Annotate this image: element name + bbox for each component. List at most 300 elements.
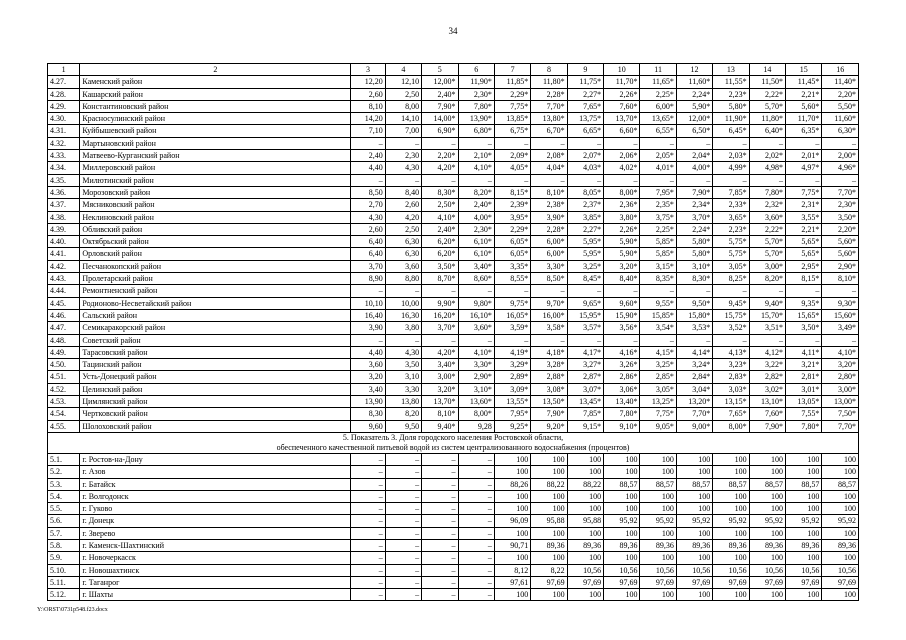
value-cell: 2,38*: [531, 199, 567, 211]
value-cell: 5,60*: [786, 100, 822, 112]
row-name: Семикаракорский район: [80, 322, 351, 334]
value-cell: –: [422, 285, 458, 297]
value-cell: 15,65*: [786, 309, 822, 321]
row-name: Сальский район: [80, 309, 351, 321]
row-number: 4.37.: [48, 199, 80, 211]
row-number: 4.31.: [48, 125, 80, 137]
value-cell: 10,56: [713, 564, 749, 576]
section-title: 5. Показатель 3. Доля городского населения Ростовской области,: [48, 432, 859, 443]
value-cell: 97,69: [531, 576, 567, 588]
value-cell: 3,40*: [422, 359, 458, 371]
row-number: 4.53.: [48, 396, 80, 408]
value-cell: –: [351, 576, 385, 588]
table-row: [48, 113, 859, 125]
value-cell: 4,30: [385, 162, 421, 174]
column-number: 7: [494, 64, 530, 76]
table-row: [48, 564, 859, 576]
value-cell: –: [713, 285, 749, 297]
row-name: Советский район: [80, 334, 351, 346]
value-cell: 2,28*: [531, 223, 567, 235]
table-row: [48, 490, 859, 502]
value-cell: 6,00*: [531, 248, 567, 260]
value-cell: –: [676, 137, 712, 149]
value-cell: 3,40*: [458, 260, 494, 272]
value-cell: 89,36: [604, 539, 640, 551]
value-cell: 10,56: [567, 564, 603, 576]
value-cell: 100: [531, 490, 567, 502]
value-cell: –: [822, 285, 859, 297]
value-cell: 3,00*: [422, 371, 458, 383]
row-number: 4.27.: [48, 76, 80, 88]
row-name: Константиновский район: [80, 100, 351, 112]
table-row: [48, 260, 859, 272]
value-cell: –: [604, 174, 640, 186]
value-cell: 10,56: [604, 564, 640, 576]
value-cell: 3,60: [385, 260, 421, 272]
value-cell: 5,85*: [640, 248, 676, 260]
value-cell: 2,81*: [786, 371, 822, 383]
value-cell: –: [385, 490, 421, 502]
value-cell: 100: [713, 589, 749, 601]
value-cell: 2,29*: [494, 223, 530, 235]
value-cell: 9,30*: [822, 297, 859, 309]
value-cell: 3,28*: [531, 359, 567, 371]
value-cell: 4,02*: [604, 162, 640, 174]
value-cell: 2,25*: [640, 88, 676, 100]
value-cell: 13,65*: [640, 113, 676, 125]
value-cell: 9,10*: [604, 420, 640, 432]
row-name: г. Гуково: [80, 503, 351, 515]
value-cell: 2,40*: [458, 199, 494, 211]
table-row: [48, 383, 859, 395]
value-cell: 13,70*: [422, 396, 458, 408]
value-cell: 11,40*: [822, 76, 859, 88]
value-cell: 2,70: [351, 199, 385, 211]
value-cell: 16,30: [385, 309, 421, 321]
row-name: Тарасовский район: [80, 346, 351, 358]
value-cell: –: [749, 137, 785, 149]
value-cell: –: [385, 137, 421, 149]
value-cell: 15,90*: [604, 309, 640, 321]
value-cell: –: [385, 515, 421, 527]
value-cell: 8,70*: [422, 273, 458, 285]
value-cell: 6,50*: [676, 125, 712, 137]
value-cell: 6,65*: [567, 125, 603, 137]
value-cell: 6,40: [351, 236, 385, 248]
value-cell: 15,70*: [749, 309, 785, 321]
column-number: 1: [48, 64, 80, 76]
value-cell: –: [822, 137, 859, 149]
value-cell: 3,06*: [604, 383, 640, 395]
value-cell: 4,01*: [640, 162, 676, 174]
value-cell: 6,20*: [422, 236, 458, 248]
value-cell: 2,20*: [422, 150, 458, 162]
value-cell: –: [458, 466, 494, 478]
value-cell: 7,90*: [422, 100, 458, 112]
value-cell: 2,01*: [786, 150, 822, 162]
value-cell: 11,60*: [822, 113, 859, 125]
value-cell: –: [531, 137, 567, 149]
value-cell: –: [494, 285, 530, 297]
value-cell: 7,70*: [531, 100, 567, 112]
row-number: 4.48.: [48, 334, 80, 346]
row-number: 4.28.: [48, 88, 80, 100]
value-cell: 100: [567, 490, 603, 502]
value-cell: 2,33*: [713, 199, 749, 211]
value-cell: –: [422, 515, 458, 527]
value-cell: 3,20*: [422, 383, 458, 395]
value-cell: 100: [786, 589, 822, 601]
value-cell: 3,30: [385, 383, 421, 395]
value-cell: 2,24*: [676, 223, 712, 235]
row-number: 5.2.: [48, 466, 80, 478]
value-cell: –: [822, 334, 859, 346]
table-row: [48, 346, 859, 358]
value-cell: 15,85*: [640, 309, 676, 321]
value-cell: 4,98*: [749, 162, 785, 174]
value-cell: 3,10: [385, 371, 421, 383]
row-name: г. Зверево: [80, 527, 351, 539]
value-cell: –: [494, 137, 530, 149]
value-cell: 13,25*: [640, 396, 676, 408]
value-cell: 2,35*: [640, 199, 676, 211]
value-cell: 100: [822, 466, 859, 478]
value-cell: –: [713, 334, 749, 346]
row-name: г. Новошахтинск: [80, 564, 351, 576]
row-number: 5.3.: [48, 478, 80, 490]
value-cell: 2,37*: [567, 199, 603, 211]
value-cell: 3,95*: [494, 211, 530, 223]
value-cell: 9,20*: [531, 420, 567, 432]
value-cell: 100: [494, 503, 530, 515]
value-cell: 5,90*: [676, 100, 712, 112]
value-cell: 2,05*: [640, 150, 676, 162]
value-cell: 5,50*: [822, 100, 859, 112]
value-cell: 4,14*: [676, 346, 712, 358]
value-cell: 100: [676, 490, 712, 502]
value-cell: 4,03*: [567, 162, 603, 174]
value-cell: 2,30: [385, 150, 421, 162]
value-cell: 100: [604, 527, 640, 539]
value-cell: 10,00: [385, 297, 421, 309]
value-cell: –: [713, 174, 749, 186]
table-row: [48, 297, 859, 309]
value-cell: 7,80*: [786, 420, 822, 432]
value-cell: 8,50: [351, 186, 385, 198]
row-number: 4.55.: [48, 420, 80, 432]
row-name: Орловский район: [80, 248, 351, 260]
value-cell: –: [385, 478, 421, 490]
value-cell: 13,60*: [458, 396, 494, 408]
value-cell: 11,75*: [567, 76, 603, 88]
table-row: [48, 576, 859, 588]
value-cell: 6,40*: [749, 125, 785, 137]
value-cell: 11,70*: [786, 113, 822, 125]
value-cell: 100: [604, 552, 640, 564]
value-cell: 3,70*: [422, 322, 458, 334]
value-cell: 2,06*: [604, 150, 640, 162]
table-row: [48, 515, 859, 527]
value-cell: –: [422, 478, 458, 490]
value-cell: –: [385, 453, 421, 465]
value-cell: 3,09*: [494, 383, 530, 395]
value-cell: 7,60*: [749, 408, 785, 420]
value-cell: 100: [531, 503, 567, 515]
value-cell: –: [640, 285, 676, 297]
value-cell: 100: [640, 503, 676, 515]
value-cell: 8,15*: [494, 186, 530, 198]
row-number: 4.29.: [48, 100, 80, 112]
value-cell: 97,61: [494, 576, 530, 588]
value-cell: 2,03*: [713, 150, 749, 162]
table-row: [48, 137, 859, 149]
value-cell: –: [422, 564, 458, 576]
value-cell: 2,30*: [458, 223, 494, 235]
value-cell: 100: [822, 453, 859, 465]
value-cell: 100: [786, 466, 822, 478]
value-cell: 3,26*: [604, 359, 640, 371]
value-cell: 13,00*: [822, 396, 859, 408]
value-cell: –: [385, 539, 421, 551]
value-cell: –: [351, 527, 385, 539]
value-cell: –: [531, 285, 567, 297]
value-cell: 6,10*: [458, 236, 494, 248]
value-cell: –: [640, 174, 676, 186]
value-cell: –: [786, 285, 822, 297]
value-cell: –: [385, 503, 421, 515]
table-row: [48, 100, 859, 112]
value-cell: 13,85*: [494, 113, 530, 125]
value-cell: 9,60*: [604, 297, 640, 309]
value-cell: 14,10: [385, 113, 421, 125]
table-row: [48, 309, 859, 321]
value-cell: 3,35*: [494, 260, 530, 272]
value-cell: –: [749, 285, 785, 297]
value-cell: 4,10*: [458, 162, 494, 174]
value-cell: 2,50*: [422, 199, 458, 211]
value-cell: 3,00*: [822, 383, 859, 395]
value-cell: 5,95*: [567, 248, 603, 260]
table-row: [48, 174, 859, 186]
value-cell: 88,57: [676, 478, 712, 490]
value-cell: 3,10*: [676, 260, 712, 272]
value-cell: –: [385, 334, 421, 346]
row-number: 5.4.: [48, 490, 80, 502]
row-number: 4.41.: [48, 248, 80, 260]
value-cell: 100: [822, 552, 859, 564]
row-number: 5.11.: [48, 576, 80, 588]
value-cell: 11,90*: [458, 76, 494, 88]
row-name: Родионово-Несветайский район: [80, 297, 351, 309]
value-cell: 9,50*: [676, 297, 712, 309]
value-cell: 5,80*: [676, 248, 712, 260]
table-row: [48, 396, 859, 408]
value-cell: 100: [786, 503, 822, 515]
value-cell: 7,60*: [604, 100, 640, 112]
value-cell: 100: [494, 453, 530, 465]
value-cell: 88,26: [494, 478, 530, 490]
value-cell: 11,85*: [494, 76, 530, 88]
value-cell: 8,20*: [458, 186, 494, 198]
value-cell: 15,80*: [676, 309, 712, 321]
value-cell: 13,40*: [604, 396, 640, 408]
value-cell: 14,00*: [422, 113, 458, 125]
value-cell: 3,52*: [713, 322, 749, 334]
value-cell: 9,40*: [749, 297, 785, 309]
value-cell: 9,60: [351, 420, 385, 432]
value-cell: 4,12*: [749, 346, 785, 358]
value-cell: –: [422, 453, 458, 465]
value-cell: 16,00*: [531, 309, 567, 321]
value-cell: 3,08*: [531, 383, 567, 395]
value-cell: 8,10*: [822, 273, 859, 285]
value-cell: 7,95*: [494, 408, 530, 420]
value-cell: 3,50*: [786, 322, 822, 334]
value-cell: 2,60: [351, 223, 385, 235]
value-cell: 6,90*: [422, 125, 458, 137]
footer-file-path: Y:\ORST\0731p548.f23.docx: [37, 607, 108, 613]
value-cell: 3,21*: [786, 359, 822, 371]
value-cell: –: [422, 466, 458, 478]
value-cell: 7,10: [351, 125, 385, 137]
value-cell: 13,05*: [786, 396, 822, 408]
table-row: [48, 236, 859, 248]
table-row: [48, 466, 859, 478]
value-cell: 3,56*: [604, 322, 640, 334]
value-cell: –: [351, 478, 385, 490]
value-cell: –: [458, 576, 494, 588]
row-name: Каменский район: [80, 76, 351, 88]
value-cell: 3,30*: [458, 359, 494, 371]
value-cell: 9,75*: [494, 297, 530, 309]
value-cell: 88,57: [713, 478, 749, 490]
value-cell: 5,60*: [822, 236, 859, 248]
table-row: [48, 186, 859, 198]
value-cell: 100: [640, 466, 676, 478]
value-cell: –: [422, 137, 458, 149]
value-cell: 8,45*: [567, 273, 603, 285]
value-cell: 2,09*: [494, 150, 530, 162]
value-cell: 6,75*: [494, 125, 530, 137]
value-cell: 9,40*: [422, 420, 458, 432]
value-cell: 7,85*: [713, 186, 749, 198]
value-cell: 2,86*: [604, 371, 640, 383]
value-cell: 100: [494, 552, 530, 564]
table-row: [48, 453, 859, 465]
value-cell: 7,75*: [640, 408, 676, 420]
value-cell: 3,60*: [749, 211, 785, 223]
value-cell: 7,65*: [713, 408, 749, 420]
row-name: Мясниковский район: [80, 199, 351, 211]
value-cell: 10,10: [351, 297, 385, 309]
value-cell: 13,90*: [458, 113, 494, 125]
value-cell: 7,75*: [494, 100, 530, 112]
table-row: [48, 503, 859, 515]
value-cell: 100: [531, 453, 567, 465]
section-title: обеспеченного качественной питьевой водой из систем централизованного водоснабжения (процентов): [48, 443, 859, 454]
value-cell: 6,00*: [531, 236, 567, 248]
table-row: [48, 408, 859, 420]
row-name: Морозовский район: [80, 186, 351, 198]
value-cell: 2,27*: [567, 223, 603, 235]
value-cell: 3,22*: [749, 359, 785, 371]
value-cell: 5,70*: [749, 100, 785, 112]
value-cell: 8,22: [531, 564, 567, 576]
value-cell: 100: [604, 466, 640, 478]
value-cell: –: [458, 539, 494, 551]
value-cell: 100: [786, 552, 822, 564]
row-name: Песчанокопский район: [80, 260, 351, 272]
value-cell: 8,30*: [676, 273, 712, 285]
value-cell: 100: [640, 453, 676, 465]
row-name: Октябрьский район: [80, 236, 351, 248]
value-cell: 88,57: [604, 478, 640, 490]
value-cell: 4,40: [351, 162, 385, 174]
value-cell: –: [567, 285, 603, 297]
value-cell: 2,83*: [713, 371, 749, 383]
value-cell: 6,05*: [494, 248, 530, 260]
value-cell: 2,88*: [531, 371, 567, 383]
value-cell: 3,00*: [749, 260, 785, 272]
value-cell: 8,30: [351, 408, 385, 420]
value-cell: 8,35*: [640, 273, 676, 285]
value-cell: 3,40: [351, 383, 385, 395]
value-cell: –: [676, 334, 712, 346]
value-cell: 4,17*: [567, 346, 603, 358]
value-cell: 100: [604, 503, 640, 515]
value-cell: 3,90*: [531, 211, 567, 223]
column-number: 4: [385, 64, 421, 76]
value-cell: –: [604, 137, 640, 149]
value-cell: 11,50*: [749, 76, 785, 88]
value-cell: 4,30: [385, 346, 421, 358]
value-cell: 7,95*: [640, 186, 676, 198]
row-number: 4.30.: [48, 113, 80, 125]
value-cell: 9,45*: [713, 297, 749, 309]
value-cell: 3,50: [385, 359, 421, 371]
value-cell: 6,60*: [604, 125, 640, 137]
value-cell: 4,10*: [458, 346, 494, 358]
value-cell: 2,30*: [822, 199, 859, 211]
value-cell: 89,36: [713, 539, 749, 551]
value-cell: 2,29*: [494, 88, 530, 100]
value-cell: 13,55*: [494, 396, 530, 408]
value-cell: 9,05*: [640, 420, 676, 432]
table-row: [48, 527, 859, 539]
row-number: 4.35.: [48, 174, 80, 186]
value-cell: 3,58*: [531, 322, 567, 334]
value-cell: 2,26*: [604, 223, 640, 235]
value-cell: 5,60*: [822, 248, 859, 260]
value-cell: 100: [494, 589, 530, 601]
value-cell: 3,50*: [822, 211, 859, 223]
value-cell: 16,10*: [458, 309, 494, 321]
value-cell: 2,60: [385, 199, 421, 211]
value-cell: 9,35*: [786, 297, 822, 309]
value-cell: 3,50*: [422, 260, 458, 272]
value-cell: 3,85*: [567, 211, 603, 223]
row-number: 4.52.: [48, 383, 80, 395]
value-cell: 100: [567, 466, 603, 478]
value-cell: –: [351, 503, 385, 515]
value-cell: 3,60*: [458, 322, 494, 334]
value-cell: 2,21*: [786, 223, 822, 235]
value-cell: 5,80*: [676, 236, 712, 248]
value-cell: 13,10*: [749, 396, 785, 408]
value-cell: 2,02*: [749, 150, 785, 162]
value-cell: 3,49*: [822, 322, 859, 334]
row-number: 4.43.: [48, 273, 80, 285]
